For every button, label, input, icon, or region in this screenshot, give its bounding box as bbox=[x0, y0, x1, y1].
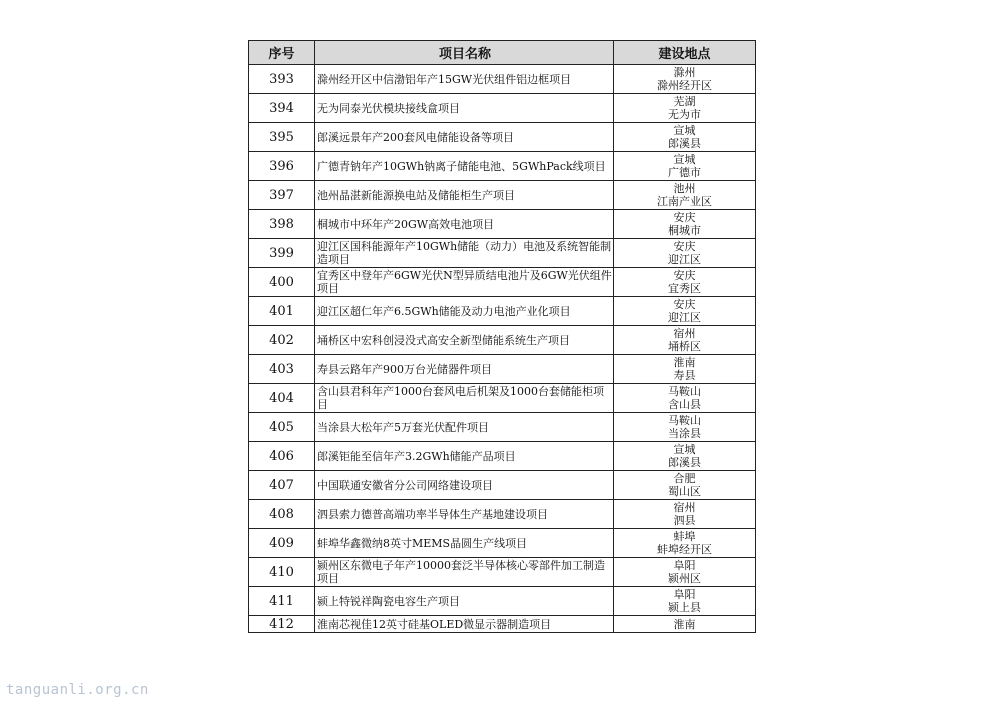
location-district: 桐城市 bbox=[668, 224, 701, 237]
project-name: 中国联通安徽省分公司网络建设项目 bbox=[315, 471, 614, 500]
row-number: 401 bbox=[249, 297, 315, 326]
location-district: 蚌埠经开区 bbox=[657, 543, 712, 556]
table-row bbox=[249, 442, 756, 471]
row-number: 409 bbox=[249, 529, 315, 558]
location-district: 埇桥区 bbox=[668, 340, 701, 353]
location-district: 含山县 bbox=[668, 398, 701, 411]
table-row bbox=[249, 297, 756, 326]
row-number: 410 bbox=[249, 558, 315, 587]
location-district: 郎溪县 bbox=[668, 456, 701, 469]
project-name: 淮南芯视佳12英寸硅基OLED微显示器制造项目 bbox=[315, 616, 614, 633]
location-cell bbox=[614, 326, 756, 355]
project-name: 当涂县大松年产5万套光伏配件项目 bbox=[315, 413, 614, 442]
location-cell bbox=[614, 123, 756, 152]
table-row bbox=[249, 558, 756, 587]
location-district: 迎江区 bbox=[668, 253, 701, 266]
location-district: 宜秀区 bbox=[668, 282, 701, 295]
project-name: 郎溪钜能至信年产3.2GWh储能产品项目 bbox=[315, 442, 614, 471]
location-cell bbox=[614, 268, 756, 297]
row-number: 403 bbox=[249, 355, 315, 384]
project-name: 迎江区超仁年产6.5GWh储能及动力电池产业化项目 bbox=[315, 297, 614, 326]
location-district: 郎溪县 bbox=[668, 137, 701, 150]
row-number: 399 bbox=[249, 239, 315, 268]
row-number: 400 bbox=[249, 268, 315, 297]
location-district: 颍州区 bbox=[668, 572, 701, 585]
row-number: 406 bbox=[249, 442, 315, 471]
table-header-row bbox=[249, 41, 756, 65]
project-name: 颍州区东微电子年产10000套泛半导体核心零部件加工制造项目 bbox=[315, 558, 614, 587]
location-cell bbox=[614, 442, 756, 471]
location-district: 广德市 bbox=[668, 166, 701, 179]
project-name: 滁州经开区中信渤铝年产15GW光伏组件铝边框项目 bbox=[315, 65, 614, 94]
row-number: 393 bbox=[249, 65, 315, 94]
location-district: 蜀山区 bbox=[668, 485, 701, 498]
watermark: tanguanli.org.cn bbox=[6, 682, 149, 698]
project-name: 桐城市中环年产20GW高效电池项目 bbox=[315, 210, 614, 239]
table-row bbox=[249, 94, 756, 123]
project-name: 广德青钠年产10GWh钠离子储能电池、5GWhPack线项目 bbox=[315, 152, 614, 181]
table-row bbox=[249, 471, 756, 500]
project-name: 埇桥区中宏科创浸没式高安全新型储能系统生产项目 bbox=[315, 326, 614, 355]
table-row bbox=[249, 529, 756, 558]
location-cell bbox=[614, 355, 756, 384]
location-city: 池州 bbox=[673, 182, 696, 195]
row-number: 411 bbox=[249, 587, 315, 616]
row-number: 412 bbox=[249, 616, 315, 633]
project-name: 无为同泰光伏模块接线盒项目 bbox=[315, 94, 614, 123]
location-city: 芜湖 bbox=[673, 95, 696, 108]
location-cell bbox=[614, 587, 756, 616]
project-name: 颍上特锐祥陶瓷电容生产项目 bbox=[315, 587, 614, 616]
project-name: 泗县索力德普高端功率半导体生产基地建设项目 bbox=[315, 500, 614, 529]
table-row bbox=[249, 500, 756, 529]
location-cell bbox=[614, 152, 756, 181]
location-cell bbox=[614, 471, 756, 500]
project-table bbox=[248, 40, 756, 633]
row-number: 402 bbox=[249, 326, 315, 355]
row-number: 405 bbox=[249, 413, 315, 442]
location-district: 泗县 bbox=[673, 514, 696, 527]
row-number: 397 bbox=[249, 181, 315, 210]
location-cell bbox=[614, 529, 756, 558]
location-city: 马鞍山 bbox=[668, 414, 701, 427]
table-row bbox=[249, 326, 756, 355]
project-name: 迎江区国科能源年产10GWh储能（动力）电池及系统智能制造项目 bbox=[315, 239, 614, 268]
location-city: 滁州 bbox=[673, 66, 696, 79]
location-district: 颍上县 bbox=[668, 601, 701, 614]
location-city: 阜阳 bbox=[673, 559, 696, 572]
location-cell bbox=[614, 94, 756, 123]
row-number: 407 bbox=[249, 471, 315, 500]
location-city: 合肥 bbox=[673, 472, 696, 485]
table-row bbox=[249, 616, 756, 633]
location-city: 淮南 bbox=[673, 356, 696, 369]
row-number: 395 bbox=[249, 123, 315, 152]
table-row bbox=[249, 384, 756, 413]
location-district: 滁州经开区 bbox=[657, 79, 712, 92]
location-city: 宿州 bbox=[673, 501, 696, 514]
location-city: 宣城 bbox=[673, 153, 696, 166]
location-district: 迎江区 bbox=[668, 311, 701, 324]
location-cell bbox=[614, 500, 756, 529]
location-city: 宣城 bbox=[673, 124, 696, 137]
location-city: 宣城 bbox=[673, 443, 696, 456]
project-name: 宜秀区中登年产6GW光伏N型异质结电池片及6GW光伏组件项目 bbox=[315, 268, 614, 297]
table-row bbox=[249, 65, 756, 94]
location-district: 寿县 bbox=[673, 369, 696, 382]
table-row bbox=[249, 210, 756, 239]
row-number: 396 bbox=[249, 152, 315, 181]
location-cell bbox=[614, 239, 756, 268]
location-city: 安庆 bbox=[673, 211, 696, 224]
table-row bbox=[249, 355, 756, 384]
header-no: 序号 bbox=[249, 41, 315, 65]
location-city: 淮南 bbox=[673, 617, 696, 631]
row-number: 408 bbox=[249, 500, 315, 529]
location-cell bbox=[614, 413, 756, 442]
location-cell bbox=[614, 181, 756, 210]
project-name: 郎溪远景年产200套风电储能设备等项目 bbox=[315, 123, 614, 152]
location-city: 安庆 bbox=[673, 269, 696, 282]
project-name: 寿县云路年产900万台光储器件项目 bbox=[315, 355, 614, 384]
project-name: 蚌埠华鑫微纳8英寸MEMS晶圆生产线项目 bbox=[315, 529, 614, 558]
location-cell bbox=[614, 65, 756, 94]
table-row bbox=[249, 413, 756, 442]
row-number: 394 bbox=[249, 94, 315, 123]
table-row bbox=[249, 152, 756, 181]
row-number: 404 bbox=[249, 384, 315, 413]
header-project-name: 项目名称 bbox=[315, 41, 614, 65]
project-name: 含山县君科年产1000台套风电后机架及1000台套储能柜项目 bbox=[315, 384, 614, 413]
location-city: 阜阳 bbox=[673, 588, 696, 601]
table-row bbox=[249, 123, 756, 152]
table-row bbox=[249, 268, 756, 297]
location-cell bbox=[614, 297, 756, 326]
table-row bbox=[249, 181, 756, 210]
location-district: 江南产业区 bbox=[657, 195, 712, 208]
table-row bbox=[249, 239, 756, 268]
location-city: 安庆 bbox=[673, 240, 696, 253]
location-district: 无为市 bbox=[668, 108, 701, 121]
location-cell bbox=[614, 616, 756, 633]
location-district: 当涂县 bbox=[668, 427, 701, 440]
location-city: 蚌埠 bbox=[673, 530, 696, 543]
row-number: 398 bbox=[249, 210, 315, 239]
location-city: 宿州 bbox=[673, 327, 696, 340]
location-city: 安庆 bbox=[673, 298, 696, 311]
header-location: 建设地点 bbox=[614, 41, 756, 65]
location-cell bbox=[614, 384, 756, 413]
table-row bbox=[249, 587, 756, 616]
project-name: 池州晶湛新能源换电站及储能柜生产项目 bbox=[315, 181, 614, 210]
location-cell bbox=[614, 210, 756, 239]
location-city: 马鞍山 bbox=[668, 385, 701, 398]
location-cell bbox=[614, 558, 756, 587]
